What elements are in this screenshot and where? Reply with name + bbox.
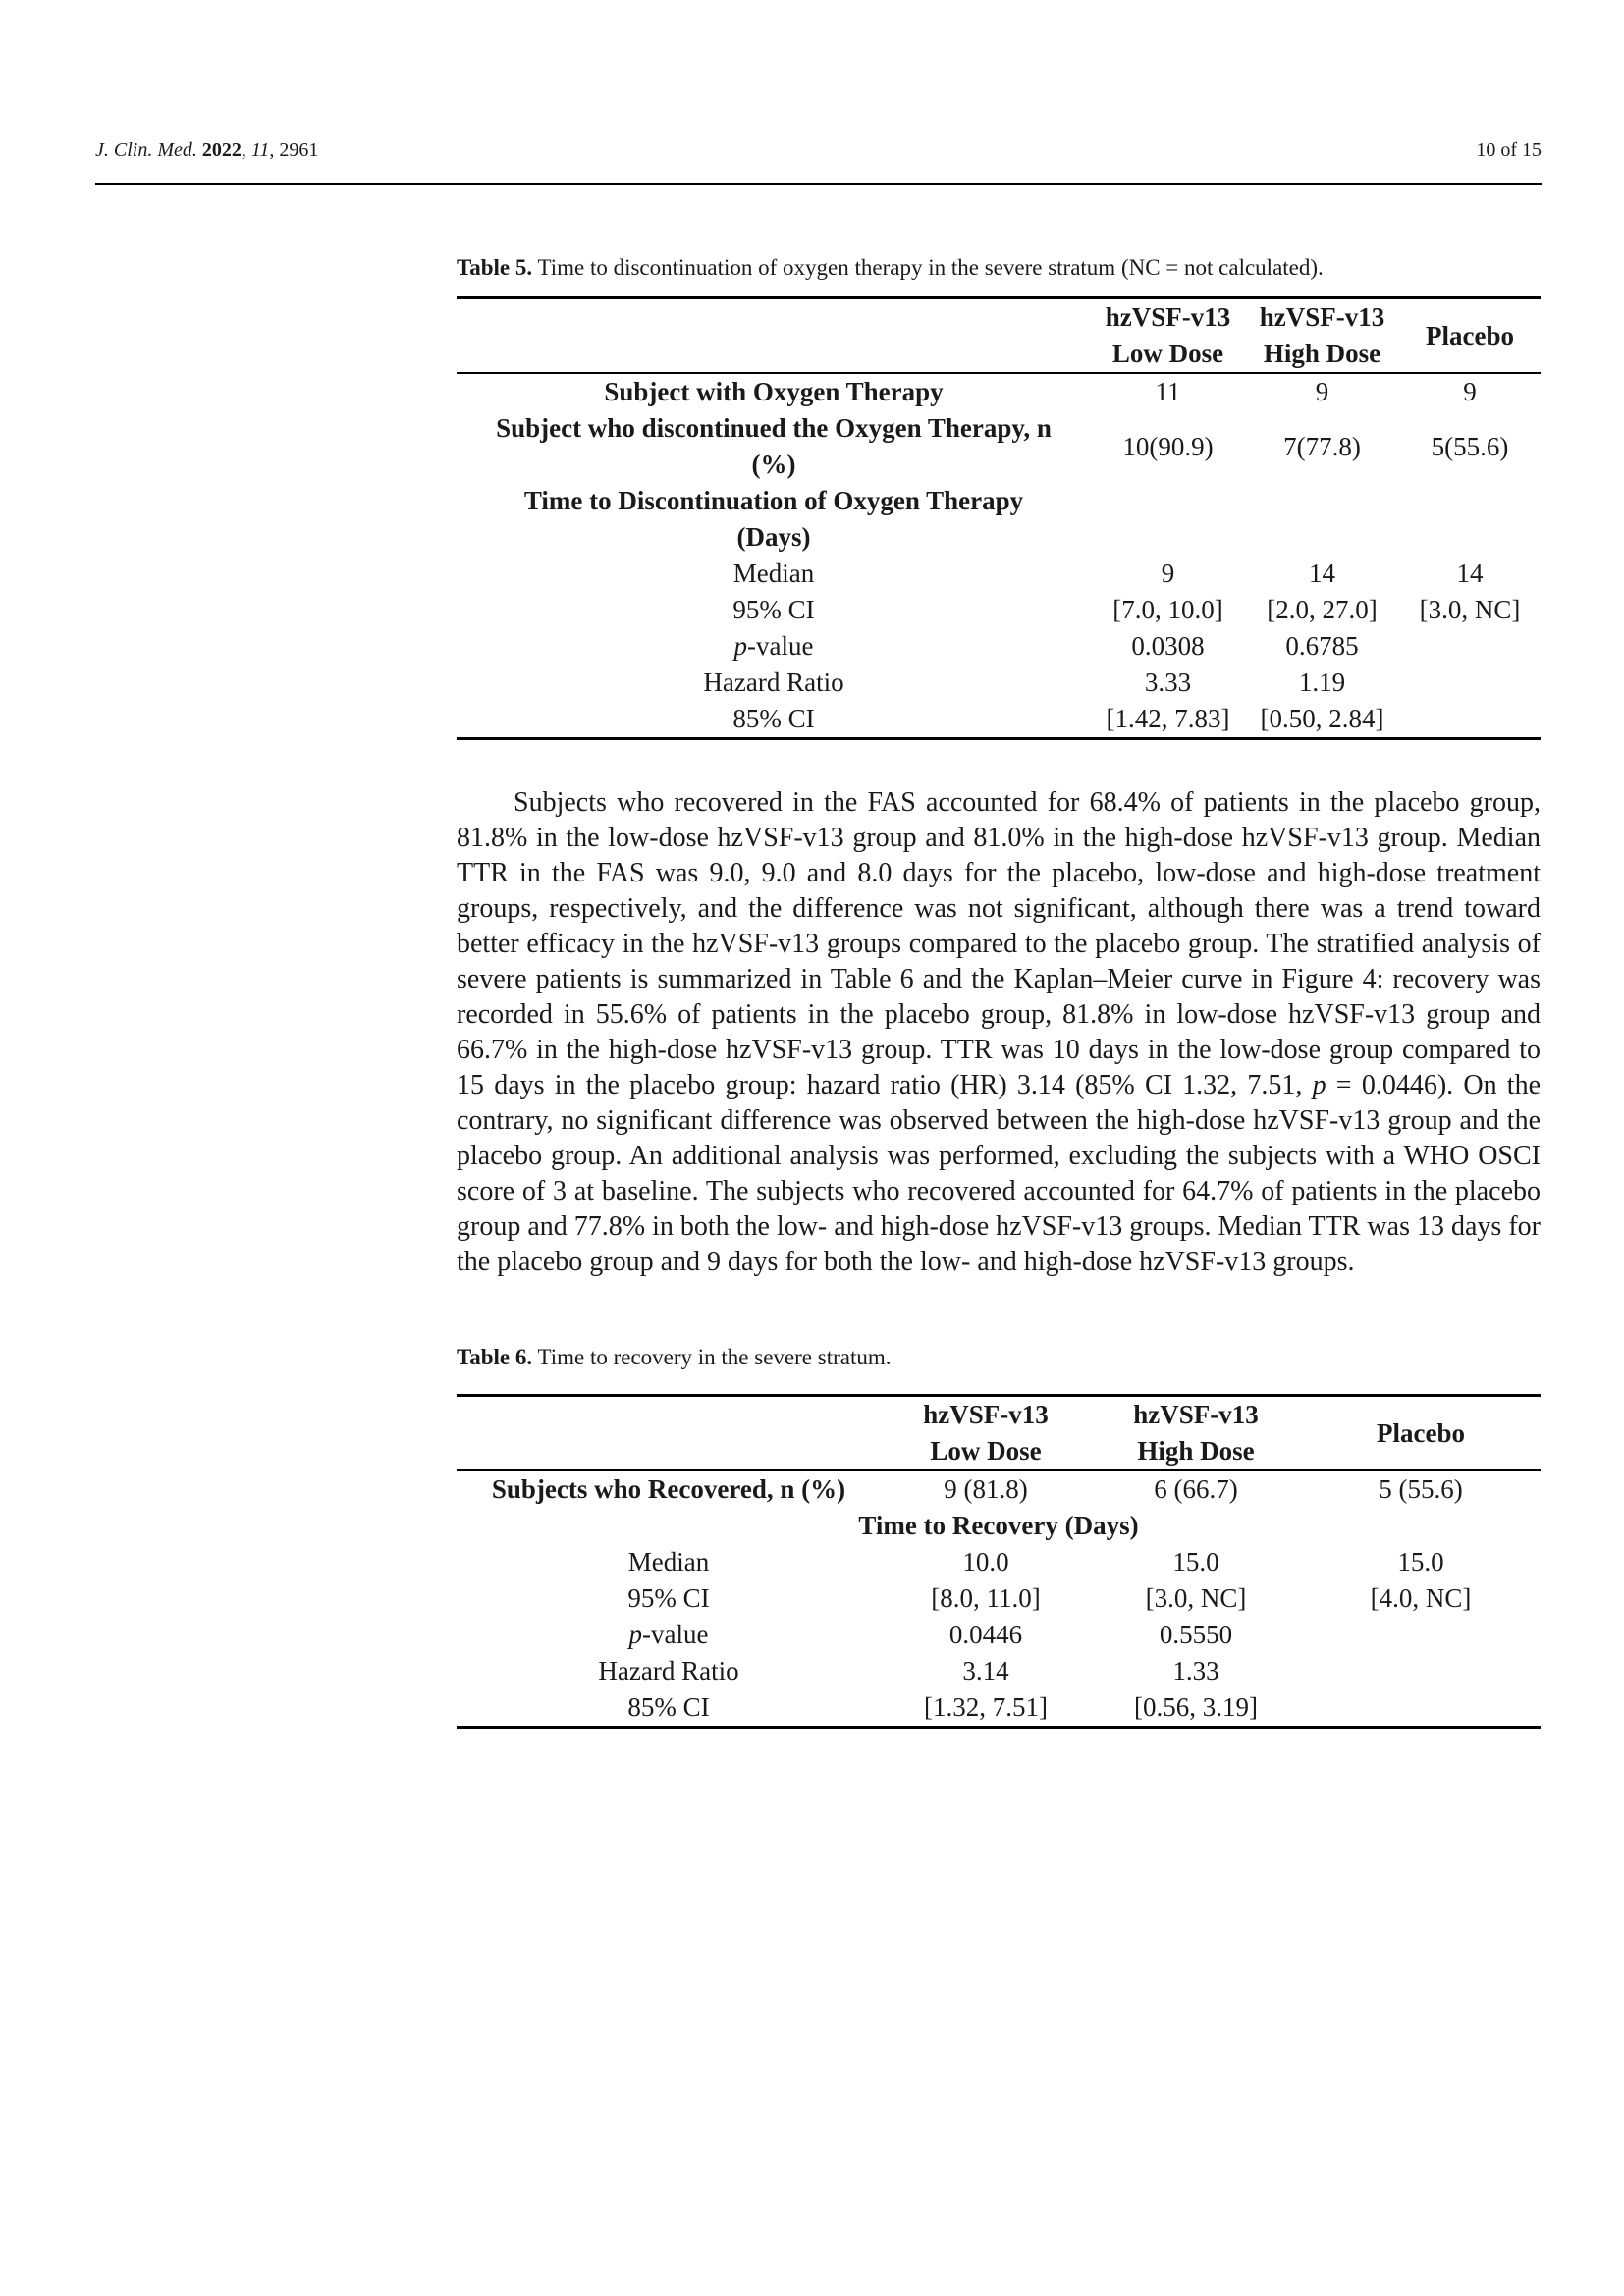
cell-placebo	[1399, 628, 1541, 665]
cell-placebo: 9	[1463, 377, 1477, 406]
cell-low: 9 (81.8)	[944, 1474, 1028, 1504]
row-label: Subject with Oxygen Therapy	[604, 377, 944, 406]
cell-placebo	[1399, 483, 1541, 556]
table6-caption-text: Time to recovery in the severe stratum.	[532, 1345, 892, 1369]
journal-article: 2961	[279, 139, 319, 161]
cell-low: 11	[1155, 377, 1181, 406]
table-row	[457, 410, 1541, 483]
table-row	[457, 556, 1541, 592]
cell-low: 3.33	[1144, 667, 1192, 697]
cell-low: [7.0, 10.0]	[1112, 595, 1223, 624]
cell-high: [0.56, 3.19]	[1134, 1692, 1258, 1722]
cell-high: 0.6785	[1285, 631, 1359, 661]
row-label: p-value	[733, 631, 814, 661]
table-row	[457, 1544, 1541, 1580]
table5-header-blank	[457, 298, 1091, 374]
table-row	[457, 1653, 1541, 1689]
table-row	[457, 1689, 1541, 1728]
table-row	[457, 483, 1541, 556]
page-number: 10 of 15	[1476, 139, 1542, 161]
cell-placebo	[1301, 1653, 1541, 1689]
cell-high: 6 (66.7)	[1154, 1474, 1238, 1504]
cell-low: 0.0446	[948, 1620, 1023, 1649]
cell-high: [2.0, 27.0]	[1267, 595, 1378, 624]
table-row	[457, 1617, 1541, 1653]
cell-low: 10(90.9)	[1122, 431, 1214, 461]
journal-citation: J. Clin. Med. 2022, 11, 2961	[95, 139, 319, 161]
cell-high: 14	[1309, 559, 1335, 588]
cell-low: 0.0308	[1131, 631, 1205, 661]
cell-low: [8.0, 11.0]	[931, 1583, 1041, 1613]
table-row	[457, 665, 1541, 701]
table5-header-placebo: Placebo	[1426, 320, 1514, 350]
journal-name: J. Clin. Med.	[95, 139, 197, 161]
journal-year: 2022	[201, 139, 242, 161]
cell-placebo: 14	[1456, 559, 1484, 588]
row-label: Hazard Ratio	[703, 667, 844, 697]
journal-volume: 11	[250, 139, 270, 161]
cell-placebo: [3.0, NC]	[1419, 595, 1521, 624]
running-header	[95, 137, 1542, 163]
table-row	[457, 373, 1541, 410]
cell-high: [3.0, NC]	[1145, 1583, 1247, 1613]
cell-placebo	[1399, 701, 1541, 739]
cell-low	[1091, 483, 1245, 556]
row-label: 85% CI	[732, 704, 815, 733]
cell-low: [1.32, 7.51]	[924, 1692, 1048, 1722]
row-label: p-value	[628, 1620, 709, 1649]
table6-header-blank	[457, 1396, 881, 1471]
table6-header-low: hzVSF-v13 Low Dose	[923, 1400, 1049, 1466]
table-row	[457, 701, 1541, 739]
table6-block	[457, 1343, 1541, 1729]
cell-placebo: 15.0	[1397, 1547, 1444, 1576]
cell-low: 9	[1161, 559, 1175, 588]
cell-placebo: [4.0, NC]	[1370, 1583, 1472, 1613]
row-label: Median	[627, 1547, 710, 1576]
cell-placebo: 5(55.6)	[1431, 431, 1509, 461]
table5-header-row	[457, 298, 1541, 374]
cell-high: 0.5550	[1159, 1620, 1233, 1649]
table5-block	[457, 253, 1541, 740]
table-row	[457, 592, 1541, 628]
table-row	[457, 1470, 1541, 1508]
table-row	[457, 1508, 1541, 1544]
table5-caption	[457, 253, 1541, 283]
row-label: Subject who discontinued the Oxygen Therapy, n (%)	[496, 413, 1052, 479]
cell-low: 10.0	[962, 1547, 1009, 1576]
cell-high: 7(77.8)	[1283, 431, 1361, 461]
body-paragraph: Subjects who recovered in the FAS accounted for 68.4% of patients in the placebo group, 81.8% in the low-dose hzVSF-v13 group and 81.0% in the high-dose hzVSF-v13 group. Median TTR in the FAS was 9.0, 9.0 and 8.0 days for the placebo, low-dose and high-dose treatment groups, respectively, and the difference was not significant, although there was a trend toward better efficacy in the hzVSF-v13 groups compared to the placebo group. The stratified analysis of severe patients is summarized in Table 6 and the Kaplan–Meier curve in Figure 4: recovery was recorded in 55.6% of patients in the placebo group, 81.8% in low-dose hzVSF-v13 group and 66.7% in the high-dose hzVSF-v13 group. TTR was 10 days in the low-dose group compared to 15 days in the placebo group: hazard ratio (HR) 3.14 (85% CI 1.32, 7.51, p = 0.0446). On the contrary, no significant difference was observed between the high-dose hzVSF-v13 group and the placebo group. An additional analysis was performed, excluding the subjects with a WHO OSCI score of 3 at baseline. The subjects who recovered accounted for 64.7% of patients in the placebo group and 77.8% in both the low- and high-dose hzVSF-v13 groups. Median TTR was 13 days for the placebo group and 9 days for both the low- and high-dose hzVSF-v13 groups.	[457, 787, 1541, 1277]
table5	[457, 296, 1541, 740]
cell-placebo	[1399, 665, 1541, 701]
table5-header-high: hzVSF-v13 High Dose	[1259, 302, 1385, 368]
cell-low: 3.14	[962, 1656, 1009, 1685]
row-label: 95% CI	[627, 1583, 710, 1613]
cell-high: 15.0	[1172, 1547, 1219, 1576]
table-row	[457, 628, 1541, 665]
row-label: Time to Discontinuation of Oxygen Therapy (Days)	[523, 486, 1024, 552]
cell-placebo	[1301, 1617, 1541, 1653]
cell-low: [1.42, 7.83]	[1106, 704, 1230, 733]
table6-caption	[457, 1343, 1541, 1372]
table5-caption-text: Time to discontinuation of oxygen therapy in the severe stratum (NC = not calculated).	[532, 255, 1324, 280]
section-label: Time to Recovery (Days)	[858, 1511, 1139, 1540]
cell-high: 9	[1315, 377, 1329, 406]
row-label: Subjects who Recovered, n (%)	[491, 1474, 846, 1504]
cell-placebo: 5 (55.6)	[1379, 1474, 1463, 1504]
table6-header-row	[457, 1396, 1541, 1471]
cell-high: 1.33	[1172, 1656, 1219, 1685]
table6-header-high: hzVSF-v13 High Dose	[1133, 1400, 1259, 1466]
row-label: 85% CI	[627, 1692, 710, 1722]
table6-header-placebo: Placebo	[1377, 1417, 1465, 1448]
cell-high: [0.50, 2.84]	[1260, 704, 1384, 733]
row-label: Median	[732, 559, 815, 588]
row-label: 95% CI	[732, 595, 815, 624]
header-rule	[95, 183, 1542, 185]
cell-high	[1245, 483, 1399, 556]
table5-caption-label: Table 5.	[457, 255, 533, 280]
cell-placebo	[1301, 1689, 1541, 1728]
table6	[457, 1394, 1541, 1729]
table6-caption-label: Table 6.	[457, 1345, 533, 1369]
table5-header-low: hzVSF-v13 Low Dose	[1105, 302, 1231, 368]
row-label: Hazard Ratio	[598, 1656, 739, 1685]
table-row	[457, 1580, 1541, 1617]
cell-high: 1.19	[1298, 667, 1346, 697]
